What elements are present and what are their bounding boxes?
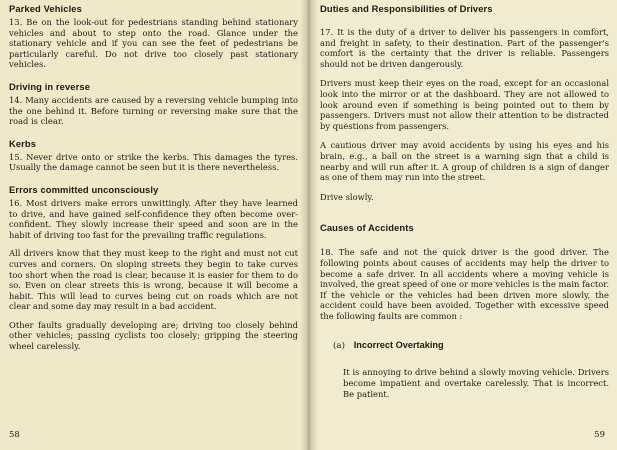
paragraph-16: 16. Most drivers make errors unwittingly. After they have learned to drive, and have gained self-confidence they often become over-confident. They slowly increase their speed and soon are in the habit of driving too fast for the prevailing traffic regulations. [9, 197, 298, 240]
sub-title: Incorrect Overtaking [353, 340, 444, 351]
paragraph-14: 14. Many accidents are caused by a reversing vehicle bumping into the one behind it. Before turning or reversing make sure that the road is clear. [9, 94, 298, 127]
heading-parked-vehicles: Parked Vehicles [9, 3, 82, 14]
paragraph-15: 15. Never drive onto or strike the kerbs. This damages the tyres. Usually the damage cannot be seen but it is there nevertheless. [9, 151, 298, 173]
paragraph-16-cont-1: All drivers know that they must keep to the right and must not cut curves and corners. On sloping streets they begin to take curves too short when the road is clear, because it is easier for them to do so. Even on clear streets this is wrong, because it will become a habit. This will lead to curves being cut on roads which are not clear and some day may result in a bad accident. [9, 248, 298, 312]
subheading-incorrect-overtaking [320, 339, 609, 352]
paragraph-overtaking: It is annoying to drive behind a slowly moving vehicle. Drivers become impatient and overtake carelessly. That is incorrect. Be patient. [343, 367, 609, 399]
paragraph-16-cont-2: Other faults gradually developing are; driving too closely behind other vehicles; passing cyclists too closely; gripping the steering wheel carelessly. [9, 319, 298, 352]
paragraph-17-cont-2: A cautious driver may avoid accidents by using his eyes and his brain, e.g., a ball on the street is a warning sign that a child is nearby and will run after it. A group of children is a sign of danger as one of them may run into the street. [320, 140, 609, 183]
heading-kerbs: Kerbs [9, 137, 37, 149]
paragraph-17: 17. It is the duty of a driver to deliver his passengers in comfort, and freight in safety, to their destination. Part of the passenger's comfort is the certainty that the driver is reliable. Passengers should not be driven dangerously. [320, 27, 609, 69]
page-number-right: 59 [594, 430, 605, 440]
heading-errors-committed: Errors committed unconsciously [9, 183, 159, 195]
heading-causes-of-accidents: Causes of Accidents [320, 222, 414, 234]
paragraph-17-cont-1: Drivers must keep their eyes on the road, except for an occasional look into the mirror or at the dashboard. They are not allowed to look around even if something is being pointed out to them by passengers. Drivers must not allow their attention to be distracted by questions from passengers. [320, 78, 609, 131]
paragraph-18: 18. The safe and not the quick driver is the good driver. The following points about causes of accidents may help the driver to become a safe driver. In all accidents where a moving vehicle is involved, the great speed of one or more vehicles is the main factor. If the vehicle or the vehicles had been driven more slowly, the accident could have been avoided. Together with excessive speed the following faults are common : [320, 247, 609, 321]
heading-duties-responsibilities: Duties and Responsibilities of Drivers [320, 3, 493, 14]
paragraph-13: 13. Be on the look-out for pedestrians standing behind stationary vehicles and about to step onto the road. Glance under the stationary vehicle and if you can see the feet of pedestrians be particularly careful. Do not drive too closely past stationary vehicles. [9, 17, 298, 70]
page-number-left: 58 [9, 430, 20, 440]
sub-letter: (a) [333, 341, 345, 352]
paragraph-17-cont-3: Drive slowly. [320, 191, 374, 202]
heading-driving-in-reverse: Driving in reverse [9, 80, 91, 92]
right-page [308, 0, 617, 450]
left-page [0, 0, 308, 450]
